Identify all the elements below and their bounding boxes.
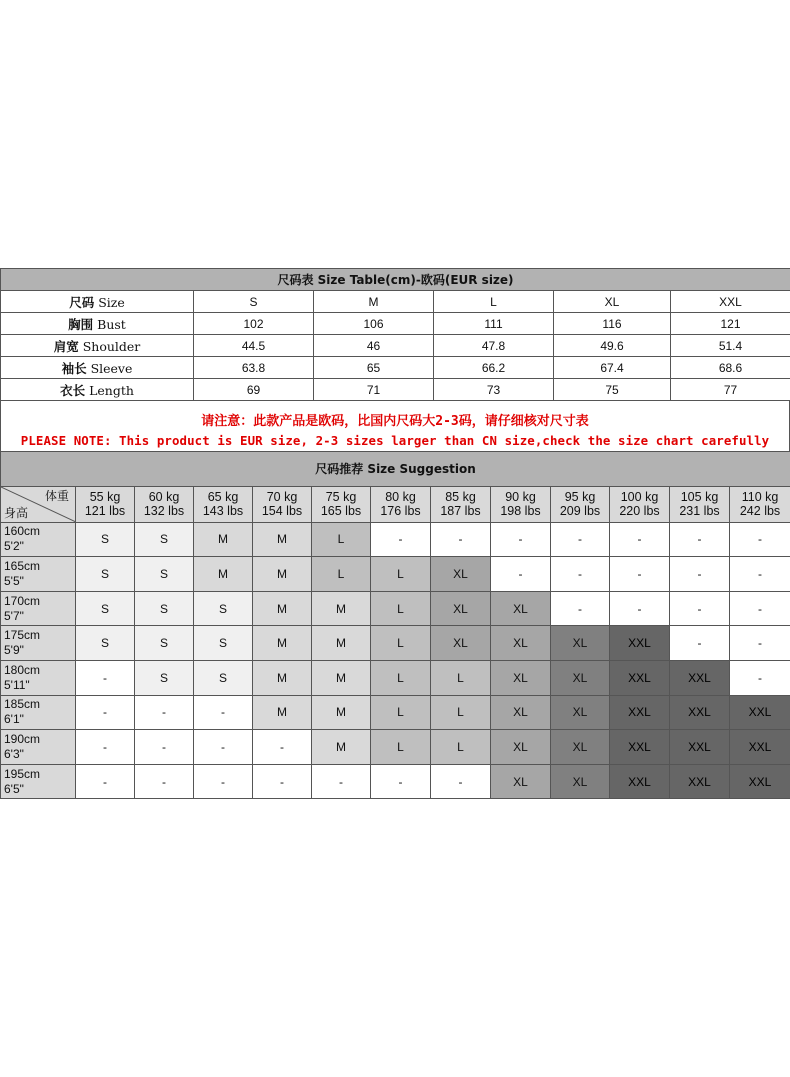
weight-kg: 110 kg: [741, 490, 779, 505]
suggested-size-cell: -: [670, 522, 730, 557]
suggested-size-cell: -: [730, 591, 790, 626]
suggestion-row: [1, 591, 790, 626]
suggested-size-cell: -: [76, 730, 135, 765]
suggested-size-cell: XL: [491, 591, 551, 626]
suggested-size-cell: -: [76, 764, 135, 799]
height-cm: 175cm: [4, 628, 41, 643]
weight-kg: 75 kg: [325, 490, 357, 505]
size-suggestion-table: [0, 451, 790, 799]
suggested-size-cell: XL: [551, 764, 610, 799]
weight-kg: 80 kg: [385, 490, 416, 505]
suggested-size-cell: S: [76, 522, 135, 557]
suggestion-title: 尺码推荐 Size Suggestion: [1, 452, 790, 487]
weight-header: [491, 486, 551, 522]
suggested-size-cell: XL: [431, 557, 491, 592]
size-value-cell: 116: [554, 313, 671, 335]
size-value-cell: 77: [671, 379, 790, 401]
height-ft: 6'3": [4, 746, 24, 761]
corner-weight-label: 体重: [44, 488, 69, 503]
suggested-size-cell: XXL: [730, 764, 790, 799]
size-chart: [0, 268, 790, 799]
suggested-size-cell: S: [76, 557, 135, 592]
row-label-en: Sleeve: [90, 360, 133, 376]
weight-header: [431, 486, 491, 522]
suggested-size-cell: XL: [551, 695, 610, 730]
weight-kg: 85 kg: [445, 490, 476, 505]
suggested-size-cell: M: [253, 522, 312, 557]
weight-kg: 60 kg: [148, 490, 180, 505]
suggested-size-cell: XXL: [610, 764, 670, 799]
suggested-size-cell: S: [135, 522, 194, 557]
suggested-size-cell: -: [610, 557, 670, 592]
size-value-cell: 67.4: [554, 357, 671, 379]
suggested-size-cell: XL: [491, 730, 551, 765]
row-label-cn: 肩宽: [53, 338, 79, 354]
suggested-size-cell: L: [371, 591, 431, 626]
size-row-label: [1, 291, 194, 313]
row-label-en: Bust: [97, 316, 126, 332]
height-ft: 6'1": [4, 712, 24, 727]
suggested-size-cell: -: [431, 522, 491, 557]
suggested-size-cell: XXL: [670, 695, 730, 730]
suggested-size-cell: S: [194, 591, 253, 626]
suggested-size-cell: -: [551, 522, 610, 557]
suggested-size-cell: -: [670, 591, 730, 626]
suggested-size-cell: S: [135, 557, 194, 592]
suggested-size-cell: -: [670, 626, 730, 661]
suggested-size-cell: -: [730, 557, 790, 592]
height-header: [1, 522, 76, 557]
suggested-size-cell: S: [76, 626, 135, 661]
suggested-size-cell: L: [312, 522, 371, 557]
height-cm: 165cm: [4, 558, 41, 573]
size-table-row: [1, 379, 790, 401]
weight-lbs: 143 lbs: [202, 504, 244, 519]
weight-lbs: 198 lbs: [500, 504, 541, 519]
height-header: [1, 557, 76, 592]
suggested-size-cell: XL: [431, 591, 491, 626]
weight-kg: 95 kg: [564, 490, 596, 505]
size-table-title: 尺码表 Size Table(cm)-欧码(EUR size): [1, 269, 790, 291]
height-cm: 190cm: [4, 731, 41, 746]
weight-header: [610, 486, 670, 522]
suggested-size-cell: -: [135, 730, 194, 765]
height-ft: 5'7": [4, 608, 24, 623]
weight-kg: 100 kg: [620, 490, 659, 505]
suggested-size-cell: L: [371, 730, 431, 765]
suggested-size-cell: XXL: [610, 626, 670, 661]
weight-kg: 55 kg: [89, 490, 121, 505]
weight-header: [371, 486, 431, 522]
height-header: [1, 695, 76, 730]
suggested-size-cell: M: [312, 660, 371, 695]
suggested-size-cell: L: [371, 660, 431, 695]
suggested-size-cell: M: [253, 591, 312, 626]
suggested-size-cell: -: [431, 764, 491, 799]
size-value-cell: 65: [314, 357, 434, 379]
size-row-label: [1, 357, 194, 379]
size-table: [0, 268, 790, 401]
size-value-cell: 46: [314, 335, 434, 357]
suggested-size-cell: XXL: [670, 764, 730, 799]
suggested-size-cell: -: [253, 764, 312, 799]
suggested-size-cell: M: [253, 695, 312, 730]
weight-kg: 105 kg: [680, 490, 719, 505]
weight-lbs: 154 lbs: [261, 504, 303, 519]
height-header: [1, 626, 76, 661]
suggestion-row: [1, 522, 790, 557]
size-value-cell: 68.6: [671, 357, 790, 379]
suggested-size-cell: -: [670, 557, 730, 592]
size-value-cell: 51.4: [671, 335, 790, 357]
suggested-size-cell: -: [730, 626, 790, 661]
height-ft: 5'5": [4, 573, 24, 588]
corner-height-label: 身高: [4, 505, 29, 520]
size-value-cell: 49.6: [554, 335, 671, 357]
weight-header: [670, 486, 730, 522]
suggested-size-cell: S: [194, 660, 253, 695]
suggested-size-cell: S: [135, 660, 194, 695]
height-ft: 5'9": [4, 643, 24, 658]
suggested-size-cell: -: [730, 522, 790, 557]
weight-kg: 65 kg: [207, 490, 239, 505]
row-label-en: Length: [89, 382, 134, 398]
suggested-size-cell: S: [135, 626, 194, 661]
note-english: PLEASE NOTE: This product is EUR size, 2-3 sizes larger than CN size,check the size chart carefully: [20, 433, 770, 448]
size-value-cell: L: [434, 291, 554, 313]
size-value-cell: 63.8: [194, 357, 314, 379]
size-table-row: [1, 291, 790, 313]
suggested-size-cell: M: [194, 557, 253, 592]
height-header: [1, 660, 76, 695]
suggestion-row: [1, 730, 790, 765]
weight-header: [76, 486, 135, 522]
weight-kg: 90 kg: [505, 490, 536, 505]
weight-lbs: 220 lbs: [619, 504, 660, 519]
suggestion-row: [1, 626, 790, 661]
suggested-size-cell: XXL: [670, 660, 730, 695]
weight-kg: 70 kg: [266, 490, 298, 505]
suggestion-row: [1, 764, 790, 799]
weight-lbs: 121 lbs: [84, 504, 126, 519]
row-label-cn: 袖长: [61, 360, 87, 376]
size-note: [0, 401, 790, 451]
row-label-cn: 尺码: [69, 294, 95, 310]
suggested-size-cell: XL: [491, 660, 551, 695]
suggested-size-cell: L: [371, 695, 431, 730]
suggested-size-cell: M: [312, 730, 371, 765]
suggested-size-cell: L: [371, 626, 431, 661]
height-ft: 6'5": [4, 781, 24, 796]
suggested-size-cell: M: [253, 660, 312, 695]
suggested-size-cell: M: [253, 557, 312, 592]
weight-lbs: 176 lbs: [380, 504, 421, 519]
size-value-cell: XL: [554, 291, 671, 313]
weight-lbs: 132 lbs: [143, 504, 185, 519]
suggested-size-cell: -: [491, 522, 551, 557]
suggested-size-cell: M: [312, 591, 371, 626]
height-cm: 185cm: [4, 697, 41, 712]
suggestion-row: [1, 660, 790, 695]
weight-lbs: 187 lbs: [440, 504, 481, 519]
size-value-cell: 71: [314, 379, 434, 401]
weight-header: [312, 486, 371, 522]
weight-header: [194, 486, 253, 522]
size-value-cell: 69: [194, 379, 314, 401]
suggestion-row: [1, 695, 790, 730]
suggested-size-cell: L: [371, 557, 431, 592]
suggested-size-cell: XXL: [730, 730, 790, 765]
size-row-label: [1, 335, 194, 357]
row-label-cn: 胸围: [68, 316, 94, 332]
suggested-size-cell: S: [135, 591, 194, 626]
corner-header: [1, 486, 76, 522]
height-header: [1, 730, 76, 765]
suggested-size-cell: XL: [551, 660, 610, 695]
weight-lbs: 209 lbs: [559, 504, 601, 519]
size-value-cell: 73: [434, 379, 554, 401]
suggested-size-cell: -: [253, 730, 312, 765]
suggested-size-cell: -: [371, 522, 431, 557]
size-value-cell: S: [194, 291, 314, 313]
size-value-cell: 106: [314, 313, 434, 335]
weight-header: [551, 486, 610, 522]
height-ft: 5'11": [4, 677, 30, 692]
row-label-en: Size: [98, 294, 125, 310]
suggested-size-cell: -: [135, 695, 194, 730]
suggested-size-cell: -: [551, 591, 610, 626]
suggestion-row: [1, 557, 790, 592]
suggested-size-cell: L: [431, 730, 491, 765]
suggested-size-cell: L: [312, 557, 371, 592]
weight-header: [253, 486, 312, 522]
suggested-size-cell: XXL: [730, 695, 790, 730]
size-table-row: [1, 313, 790, 335]
height-header: [1, 764, 76, 799]
suggested-size-cell: -: [312, 764, 371, 799]
suggested-size-cell: XL: [491, 626, 551, 661]
suggested-size-cell: -: [194, 730, 253, 765]
size-value-cell: XXL: [671, 291, 790, 313]
suggested-size-cell: XXL: [610, 730, 670, 765]
size-row-label: [1, 313, 194, 335]
size-value-cell: 44.5: [194, 335, 314, 357]
suggested-size-cell: XL: [491, 764, 551, 799]
suggested-size-cell: XXL: [670, 730, 730, 765]
size-table-row: [1, 335, 790, 357]
suggested-size-cell: M: [253, 626, 312, 661]
suggested-size-cell: -: [491, 557, 551, 592]
weight-header: [135, 486, 194, 522]
suggested-size-cell: XXL: [610, 660, 670, 695]
suggested-size-cell: -: [371, 764, 431, 799]
weight-lbs: 165 lbs: [320, 504, 362, 519]
suggested-size-cell: XXL: [610, 695, 670, 730]
height-ft: 5'2": [4, 539, 24, 554]
suggested-size-cell: S: [76, 591, 135, 626]
suggested-size-cell: M: [312, 626, 371, 661]
height-cm: 160cm: [4, 524, 41, 539]
suggested-size-cell: -: [610, 522, 670, 557]
suggested-size-cell: XL: [431, 626, 491, 661]
size-value-cell: 121: [671, 313, 790, 335]
height-cm: 180cm: [4, 662, 41, 677]
suggested-size-cell: -: [194, 764, 253, 799]
suggested-size-cell: M: [312, 695, 371, 730]
row-label-cn: 衣长: [60, 382, 86, 398]
suggested-size-cell: -: [610, 591, 670, 626]
suggested-size-cell: -: [551, 557, 610, 592]
suggested-size-cell: L: [431, 660, 491, 695]
size-value-cell: 111: [434, 313, 554, 335]
weight-lbs: 231 lbs: [679, 504, 720, 519]
suggested-size-cell: XL: [551, 626, 610, 661]
size-value-cell: M: [314, 291, 434, 313]
height-cm: 170cm: [4, 593, 41, 608]
suggested-size-cell: -: [76, 660, 135, 695]
size-value-cell: 66.2: [434, 357, 554, 379]
suggested-size-cell: L: [431, 695, 491, 730]
size-value-cell: 47.8: [434, 335, 554, 357]
suggested-size-cell: -: [194, 695, 253, 730]
weight-header: [730, 486, 790, 522]
row-label-en: Shoulder: [82, 338, 141, 354]
height-header: [1, 591, 76, 626]
suggested-size-cell: S: [194, 626, 253, 661]
suggested-size-cell: -: [730, 660, 790, 695]
suggested-size-cell: -: [135, 764, 194, 799]
size-value-cell: 102: [194, 313, 314, 335]
size-value-cell: 75: [554, 379, 671, 401]
size-table-row: [1, 357, 790, 379]
height-cm: 195cm: [4, 766, 41, 781]
weight-lbs: 242 lbs: [739, 504, 781, 519]
size-row-label: [1, 379, 194, 401]
suggested-size-cell: M: [194, 522, 253, 557]
note-chinese: 请注意：此款产品是欧码，比国内尺码大2-3码，请仔细核对尺寸表: [201, 414, 589, 429]
suggested-size-cell: -: [76, 695, 135, 730]
suggested-size-cell: XL: [551, 730, 610, 765]
suggested-size-cell: XL: [491, 695, 551, 730]
